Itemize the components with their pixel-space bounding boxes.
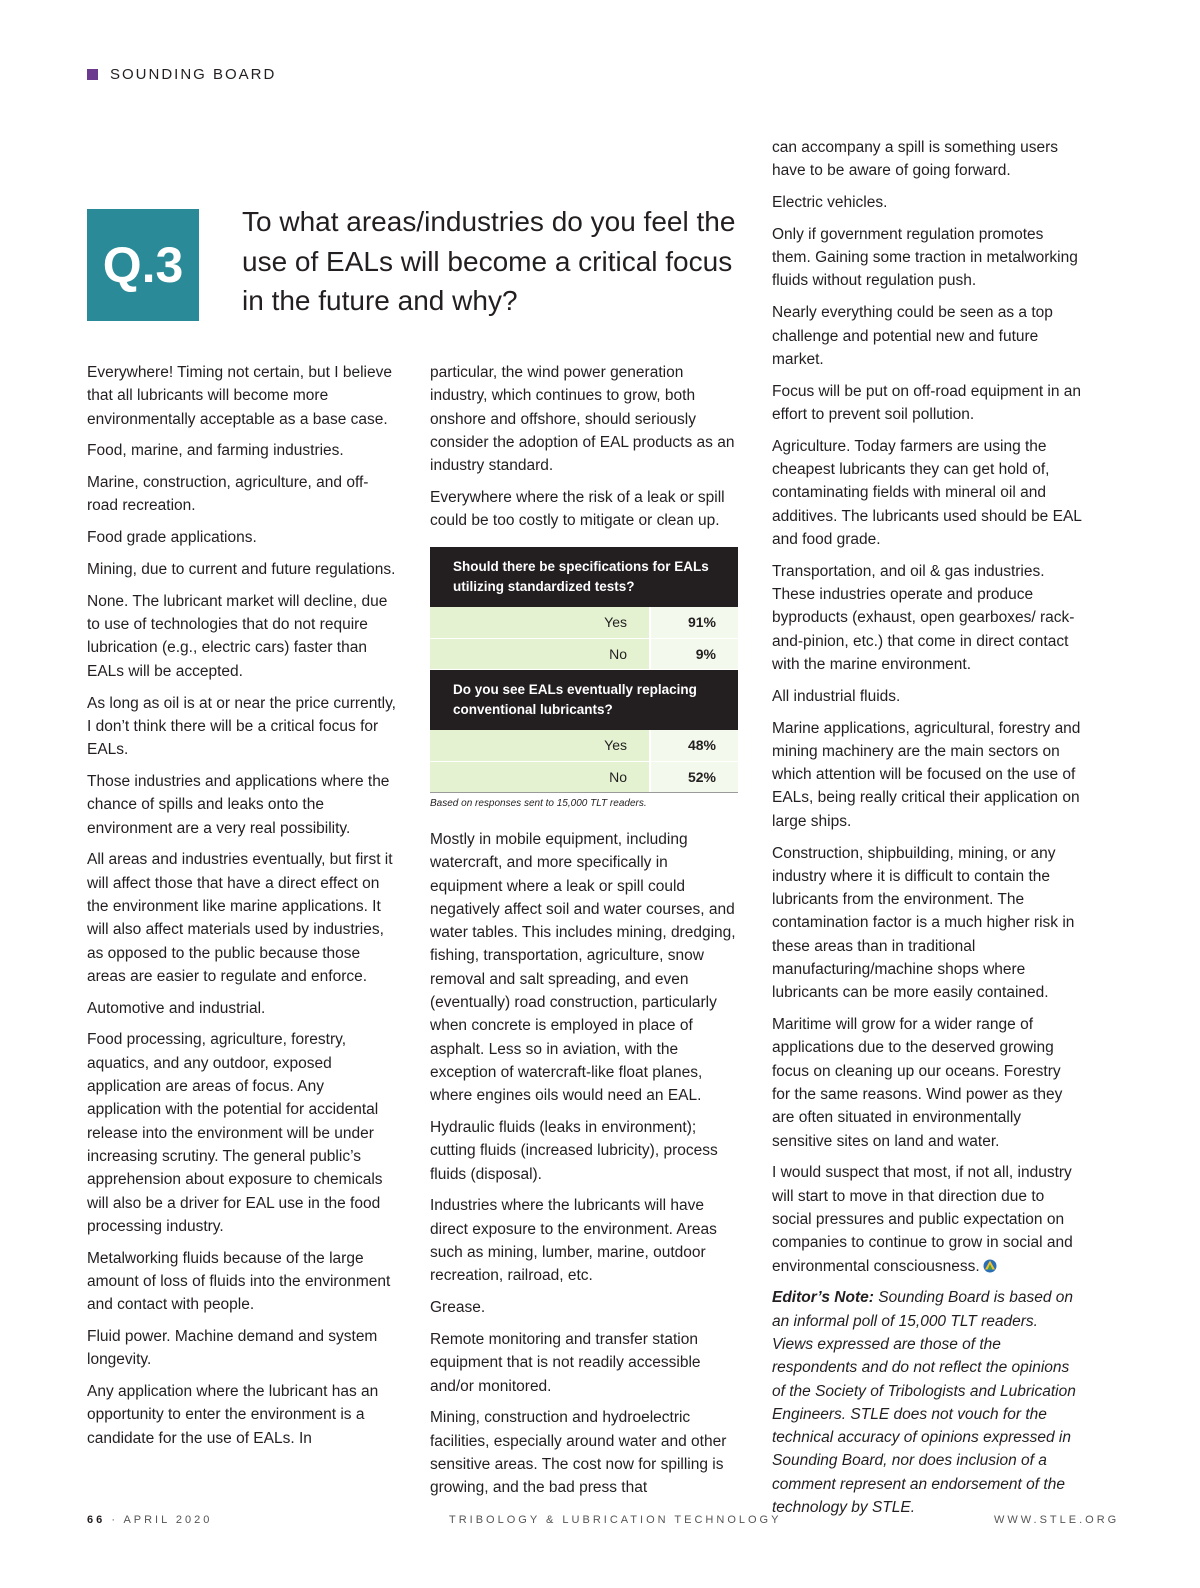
response: Hydraulic fluids (leaks in environment); cutting fluids (increased lubricity), process fluids (disposal). (430, 1119, 718, 1183)
response: Any application where the lubricant has an opportunity to enter the environment is a candidate for the use of EALs. In (87, 1383, 379, 1447)
poll-answer: Yes (430, 730, 651, 761)
response: Everywhere! Timing not certain, but I believe that all lubricants will become more environmentally acceptable as a base case. (87, 364, 392, 428)
response: Food processing, agriculture, forestry, aquatics, and any outdoor, exposed application are areas of focus. Any application with the potential for accidental release into the environment will be under increasing scrutiny. The general public’s apprehension about exposure to chemicals will also be a driver for EAL use in the food processing industry. (87, 1031, 383, 1235)
poll-question-1: Should there be specifications for EALs utilizing standardized tests? (430, 547, 738, 607)
response: Transportation, and oil & gas industries. These industries operate and produce byproducts (exhaust, open gearboxes/ rack-and-pinion, etc.) that come in direct contact with the marine environment. (772, 562, 1075, 673)
poll-percent: 91% (651, 607, 738, 638)
poll-answer: Yes (430, 607, 651, 638)
response: Mining, construction and hydroelectric facilities, especially around water and other sensitive areas. The cost now for spilling is growing, and the bad press that (430, 1409, 727, 1497)
poll-percent: 9% (651, 639, 738, 670)
footer-separator: · (111, 1514, 118, 1526)
response-text: I would suspect that most, if not all, industry will start to move in that direction due to social pressures and public expectation on companies to continue to grow in social and environmental consciousness. (772, 1164, 1073, 1275)
poll-answer: No (430, 762, 651, 793)
column-2-top (430, 361, 740, 541)
response: None. The lubricant market will decline, due to use of technologies that do not require lubrication (e.g., electric cars) faster than EALs will be accepted. (87, 592, 388, 680)
poll-row (430, 730, 738, 762)
response: Food, marine, and farming industries. (87, 442, 344, 460)
response: Marine applications, agricultural, forestry and mining machinery are the main sectors on which attention will be focused on the use of EALs, being really critical their application on large ships. (772, 719, 1081, 830)
website-link[interactable]: WWW.STLE.ORG (994, 1514, 1120, 1526)
response: All areas and industries eventually, but first it will affect those that have a direct effect on the environment like marine applications. It will also affect materials used by industries, as opposed to the public because those areas are easier to regulate and enforce. (87, 851, 393, 985)
response: Nearly everything could be seen as a top challenge and potential new and future market. (772, 304, 1053, 368)
editor-note (772, 1286, 1082, 1519)
section-label: SOUNDING BOARD (110, 66, 277, 83)
poll-row (430, 607, 738, 639)
editor-note-text: Sounding Board is based on an informal poll of 15,000 TLT readers. Views expressed are those of the respondents and do not reflect the opinions of the Society of Tribologists and Lubrication Engineers. STLE does not vouch for the technical accuracy of opinions expressed in Sounding Board, nor does inclusion of a comment represent an endorsement of the technology by STLE. (772, 1289, 1076, 1517)
poll-percent: 48% (651, 730, 738, 761)
response: Mostly in mobile equipment, including watercraft, and more specifically in equipment where a leak or spill could negatively affect soil and water courses, and water tables. This includes mining, dredging, fishing, transportation, agriculture, snow removal and salt spreading, and even (eventually) road construction, particularly when concrete is employed in place of asphalt. Less so in aviation, with the exception of watercraft-like float planes, where engines oils would need an EAL. (430, 831, 736, 1105)
question-title: To what areas/industries do you feel the use of EALs will become a critical focus in the future and why? (242, 206, 736, 316)
response: can accompany a spill is something users have to be aware of going forward. (772, 139, 1059, 180)
section-marker-icon (87, 69, 98, 80)
footer-left (87, 1514, 212, 1526)
poll-table (430, 547, 738, 793)
response: Construction, shipbuilding, mining, or any industry where it is difficult to contain the lubricants from the environment. The contamination factor is a much higher risk in these areas than in traditional manufacturing/machine shops where lubricants can be more easily contained. (772, 844, 1075, 1002)
response: Mining, due to current and future regulations. (87, 561, 396, 579)
poll-question-2: Do you see EALs eventually replacing conventional lubricants? (430, 670, 738, 730)
stle-end-mark-icon (983, 1259, 997, 1273)
poll-row (430, 762, 738, 794)
question-number-box (87, 209, 199, 321)
response: Remote monitoring and transfer station equipment that is not readily accessible and/or monitored. (430, 1330, 701, 1395)
column-1 (87, 361, 397, 1458)
response: Maritime will grow for a wider range of applications due to the deserved growing focus on cleaning up our oceans. Forestry for the same reasons. Wind power as they are often situated in environmentally sensitive sites on land and water. (772, 1016, 1063, 1150)
response: Food grade applications. (87, 529, 257, 547)
response: Metalworking fluids because of the large amount of loss of fluids into the environment and contact with people. (87, 1249, 391, 1314)
response: Everywhere where the risk of a leak or spill could be too costly to mitigate or clean up. (430, 488, 725, 530)
magazine-name: TRIBOLOGY & LUBRICATION TECHNOLOGY (449, 1514, 782, 1526)
response: Electric vehicles. (772, 194, 888, 212)
response: Agriculture. Today farmers are using the cheapest lubricants they can get hold of, contaminating fields with mineral oil and additives. The lubricants used should be EAL and food grade. (772, 437, 1082, 548)
response: Only if government regulation promotes them. Gaining some traction in metalworking fluids without regulation push. (772, 225, 1078, 290)
section-header (87, 66, 276, 83)
editor-note-label: Editor’s Note: (772, 1289, 874, 1307)
response: Focus will be put on off-road equipment in an effort to prevent soil pollution. (772, 382, 1082, 423)
response: Grease. (430, 1299, 486, 1317)
column-3 (772, 136, 1082, 1528)
response: Industries where the lubricants will have direct exposure to the environment. Areas such as mining, lumber, marine, outdoor recreation, railroad, etc. (430, 1197, 717, 1285)
response: All industrial fluids. (772, 687, 901, 705)
question-number: Q.3 (102, 237, 184, 293)
response-last (772, 1161, 1082, 1277)
column-2-bottom (430, 828, 740, 1508)
response: As long as oil is at or near the price currently, I don’t think there will be a critical focus for EALs. (87, 694, 396, 759)
response: Automotive and industrial. (87, 999, 266, 1017)
page-number: 66 (87, 1514, 106, 1526)
response: Fluid power. Machine demand and system longevity. (87, 1327, 378, 1369)
response: Marine, construction, agriculture, and off-road recreation. (87, 474, 369, 515)
poll-answer: No (430, 639, 651, 670)
poll-row (430, 639, 738, 671)
issue-date: APRIL 2020 (123, 1514, 213, 1526)
poll-percent: 52% (651, 762, 738, 793)
poll-note: Based on responses sent to 15,000 TLT readers. (430, 798, 647, 809)
response: particular, the wind power generation industry, which continues to grow, both onshore and offshore, should seriously consider the adoption of EAL products as an industry standard. (430, 364, 735, 475)
response: Those industries and applications where the chance of spills and leaks onto the environment are a very real possibility. (87, 772, 390, 837)
